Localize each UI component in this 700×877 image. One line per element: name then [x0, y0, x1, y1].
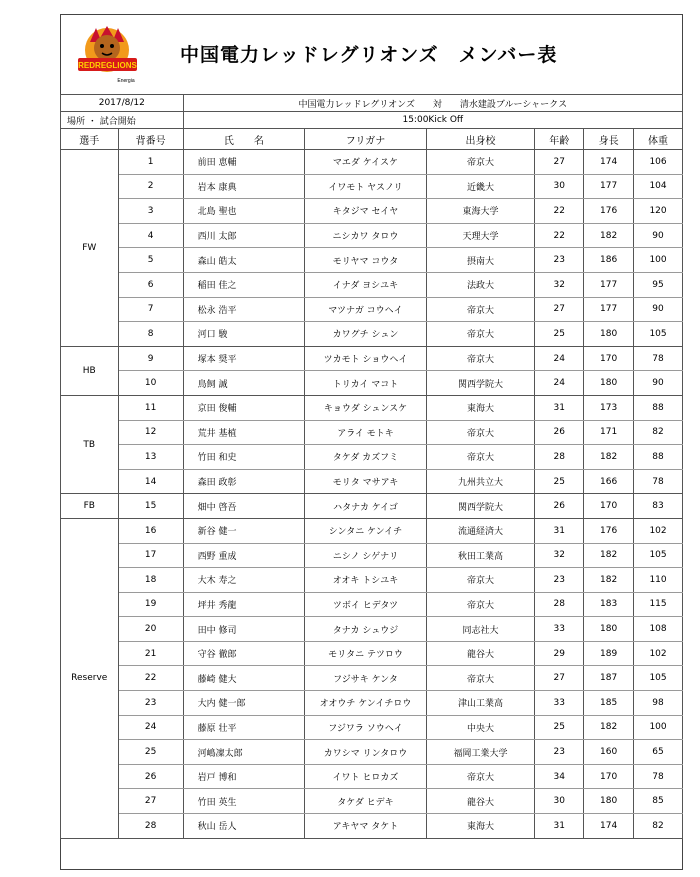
cell-name: 北島 聖也 [183, 199, 305, 224]
cell-school: 東海大学 [426, 199, 535, 224]
cell-weight: 105 [634, 543, 683, 568]
cell-age: 31 [535, 814, 584, 839]
venue-label: 場所 ・ 試合開始 [61, 112, 184, 129]
table-row [61, 666, 683, 691]
cell-furigana: シンタニ ケンイチ [305, 518, 427, 543]
cell-age: 22 [535, 199, 584, 224]
cell-school: 秋田工業高 [426, 543, 535, 568]
header-school: 出身校 [426, 129, 535, 150]
cell-age: 28 [535, 592, 584, 617]
cell-weight: 78 [634, 469, 683, 494]
cell-height: 183 [584, 592, 634, 617]
table-row [61, 445, 683, 470]
cell-weight: 82 [634, 420, 683, 445]
cell-age: 27 [535, 297, 584, 322]
table-row [61, 494, 683, 519]
cell-weight: 104 [634, 174, 683, 199]
cell-height: 170 [584, 346, 634, 371]
cell-furigana: モリタニ テツロウ [305, 641, 427, 666]
table-row [61, 617, 683, 642]
cell-height: 177 [584, 174, 634, 199]
cell-weight: 100 [634, 248, 683, 273]
cell-furigana: イナダ ヨシユキ [305, 272, 427, 297]
table-row [61, 518, 683, 543]
position-group-label: HB [61, 346, 119, 395]
cell-furigana: オオウチ ケンイチロウ [305, 691, 427, 716]
cell-furigana: キョウダ シュンスケ [305, 395, 427, 420]
cell-name: 竹田 和史 [183, 445, 305, 470]
match-date: 2017/8/12 [61, 95, 184, 112]
header-age: 年齢 [535, 129, 584, 150]
cell-name: 岩本 康典 [183, 174, 305, 199]
cell-school: 龍谷大 [426, 789, 535, 814]
table-row [61, 764, 683, 789]
position-group-label: FW [61, 150, 119, 347]
cell-furigana: カワシマ リンタロウ [305, 740, 427, 765]
cell-age: 30 [535, 789, 584, 814]
cell-height: 182 [584, 223, 634, 248]
cell-school: 摂南大 [426, 248, 535, 273]
cell-number: 15 [118, 494, 183, 519]
cell-height: 180 [584, 322, 634, 347]
cell-number: 22 [118, 666, 183, 691]
cell-number: 4 [118, 223, 183, 248]
cell-number: 2 [118, 174, 183, 199]
cell-height: 189 [584, 641, 634, 666]
cell-school: 法政大 [426, 272, 535, 297]
cell-weight: 78 [634, 764, 683, 789]
table-row [61, 371, 683, 396]
cell-number: 21 [118, 641, 183, 666]
match-teams: 中国電力レッドレグリオンズ 対 清水建設ブルーシャークス [183, 95, 682, 112]
logo-sponsor-wordmark: Energia [117, 78, 135, 84]
cell-height: 176 [584, 518, 634, 543]
cell-height: 174 [584, 814, 634, 839]
member-table [60, 94, 683, 839]
table-row [61, 715, 683, 740]
cell-weight: 95 [634, 272, 683, 297]
cell-school: 帝京大 [426, 445, 535, 470]
cell-weight: 83 [634, 494, 683, 519]
cell-furigana: タケダ カズフミ [305, 445, 427, 470]
cell-weight: 105 [634, 666, 683, 691]
table-row [61, 568, 683, 593]
cell-height: 170 [584, 494, 634, 519]
cell-furigana: イワモト ヤスノリ [305, 174, 427, 199]
cell-weight: 108 [634, 617, 683, 642]
cell-name: 大内 健一郎 [183, 691, 305, 716]
cell-school: 東海大 [426, 814, 535, 839]
cell-height: 182 [584, 568, 634, 593]
cell-number: 11 [118, 395, 183, 420]
cell-height: 182 [584, 715, 634, 740]
cell-height: 174 [584, 150, 634, 175]
cell-number: 26 [118, 764, 183, 789]
cell-furigana: ハタナカ ケイゴ [305, 494, 427, 519]
cell-age: 27 [535, 150, 584, 175]
cell-weight: 65 [634, 740, 683, 765]
cell-age: 34 [535, 764, 584, 789]
cell-age: 22 [535, 223, 584, 248]
cell-name: 大木 寿之 [183, 568, 305, 593]
cell-school: 東海大 [426, 395, 535, 420]
table-row [61, 248, 683, 273]
cell-name: 藤原 壮平 [183, 715, 305, 740]
cell-school: 帝京大 [426, 666, 535, 691]
cell-name: 松永 浩平 [183, 297, 305, 322]
table-row [61, 691, 683, 716]
cell-height: 173 [584, 395, 634, 420]
cell-number: 17 [118, 543, 183, 568]
cell-school: 龍谷大 [426, 641, 535, 666]
cell-height: 177 [584, 272, 634, 297]
cell-height: 176 [584, 199, 634, 224]
cell-name: 新谷 健一 [183, 518, 305, 543]
cell-furigana: タケダ ヒデキ [305, 789, 427, 814]
table-row [61, 420, 683, 445]
cell-number: 24 [118, 715, 183, 740]
cell-school: 帝京大 [426, 322, 535, 347]
logo-team-wordmark: REDREGLIONS [78, 61, 137, 70]
cell-name: 稲田 佳之 [183, 272, 305, 297]
cell-number: 20 [118, 617, 183, 642]
cell-school: 福岡工業大学 [426, 740, 535, 765]
cell-school: 帝京大 [426, 592, 535, 617]
header-furigana: フリガナ [305, 129, 427, 150]
cell-weight: 90 [634, 371, 683, 396]
table-row [61, 740, 683, 765]
table-row [61, 223, 683, 248]
cell-number: 7 [118, 297, 183, 322]
cell-name: 鳥飼 誠 [183, 371, 305, 396]
table-row [61, 199, 683, 224]
cell-weight: 120 [634, 199, 683, 224]
cell-age: 27 [535, 666, 584, 691]
cell-name: 河口 駿 [183, 322, 305, 347]
cell-number: 1 [118, 150, 183, 175]
position-group-label: FB [61, 494, 119, 519]
cell-age: 26 [535, 420, 584, 445]
cell-height: 186 [584, 248, 634, 273]
cell-height: 170 [584, 764, 634, 789]
cell-height: 185 [584, 691, 634, 716]
cell-name: 塚本 奨平 [183, 346, 305, 371]
cell-age: 23 [535, 740, 584, 765]
cell-furigana: トリカイ マコト [305, 371, 427, 396]
cell-height: 182 [584, 543, 634, 568]
cell-school: 帝京大 [426, 297, 535, 322]
cell-weight: 82 [634, 814, 683, 839]
cell-furigana: ツボイ ヒデタツ [305, 592, 427, 617]
cell-weight: 106 [634, 150, 683, 175]
cell-name: 京田 俊輔 [183, 395, 305, 420]
table-row [61, 322, 683, 347]
cell-school: 帝京大 [426, 568, 535, 593]
cell-name: 竹田 英生 [183, 789, 305, 814]
team-logo [70, 20, 145, 92]
cell-furigana: タナカ シュウジ [305, 617, 427, 642]
table-row [61, 543, 683, 568]
cell-number: 28 [118, 814, 183, 839]
cell-school: 中央大 [426, 715, 535, 740]
table-row [61, 346, 683, 371]
table-row [61, 272, 683, 297]
table-row [61, 469, 683, 494]
cell-age: 26 [535, 494, 584, 519]
cell-furigana: フジワラ ソウヘイ [305, 715, 427, 740]
cell-school: 帝京大 [426, 150, 535, 175]
header-height: 身長 [584, 129, 634, 150]
cell-height: 180 [584, 371, 634, 396]
position-group-label: TB [61, 395, 119, 493]
cell-furigana: ニシカワ タロウ [305, 223, 427, 248]
cell-age: 33 [535, 691, 584, 716]
cell-weight: 78 [634, 346, 683, 371]
cell-number: 27 [118, 789, 183, 814]
cell-name: 前田 恵輔 [183, 150, 305, 175]
cell-number: 6 [118, 272, 183, 297]
table-row [61, 150, 683, 175]
cell-height: 187 [584, 666, 634, 691]
cell-weight: 110 [634, 568, 683, 593]
cell-weight: 100 [634, 715, 683, 740]
cell-furigana: カワグチ シュン [305, 322, 427, 347]
cell-number: 10 [118, 371, 183, 396]
cell-name: 秋山 岳人 [183, 814, 305, 839]
cell-number: 16 [118, 518, 183, 543]
cell-furigana: モリヤマ コウタ [305, 248, 427, 273]
cell-age: 33 [535, 617, 584, 642]
cell-weight: 88 [634, 445, 683, 470]
cell-name: 森山 皓太 [183, 248, 305, 273]
page-title: 中国電力レッドレグリオンズ メンバー表 [180, 44, 558, 66]
table-row [61, 814, 683, 839]
cell-weight: 90 [634, 223, 683, 248]
cell-number: 13 [118, 445, 183, 470]
cell-weight: 98 [634, 691, 683, 716]
cell-furigana: アライ モトキ [305, 420, 427, 445]
cell-furigana: ニシノ シゲナリ [305, 543, 427, 568]
cell-number: 3 [118, 199, 183, 224]
logo-lion-head-icon [94, 35, 120, 61]
cell-furigana: イワト ヒロカズ [305, 764, 427, 789]
cell-name: 畑中 啓吾 [183, 494, 305, 519]
cell-weight: 90 [634, 297, 683, 322]
cell-height: 166 [584, 469, 634, 494]
cell-furigana: マツナガ コウヘイ [305, 297, 427, 322]
cell-number: 25 [118, 740, 183, 765]
cell-school: 帝京大 [426, 420, 535, 445]
cell-weight: 88 [634, 395, 683, 420]
cell-furigana: キタジマ セイヤ [305, 199, 427, 224]
cell-age: 25 [535, 322, 584, 347]
cell-age: 24 [535, 371, 584, 396]
cell-name: 田中 修司 [183, 617, 305, 642]
table-row [61, 395, 683, 420]
cell-height: 182 [584, 445, 634, 470]
header-number: 背番号 [118, 129, 183, 150]
cell-height: 180 [584, 789, 634, 814]
cell-school: 津山工業高 [426, 691, 535, 716]
cell-name: 守谷 徹郎 [183, 641, 305, 666]
cell-weight: 102 [634, 518, 683, 543]
table-row [61, 592, 683, 617]
cell-name: 西川 太郎 [183, 223, 305, 248]
cell-age: 24 [535, 346, 584, 371]
table-row [61, 641, 683, 666]
cell-school: 同志社大 [426, 617, 535, 642]
cell-age: 25 [535, 469, 584, 494]
cell-number: 5 [118, 248, 183, 273]
cell-name: 坪井 秀龍 [183, 592, 305, 617]
cell-school: 九州共立大 [426, 469, 535, 494]
cell-name: 荒井 基植 [183, 420, 305, 445]
cell-height: 160 [584, 740, 634, 765]
cell-number: 19 [118, 592, 183, 617]
table-row [61, 297, 683, 322]
cell-school: 天理大学 [426, 223, 535, 248]
table-header-row [61, 129, 683, 150]
cell-age: 32 [535, 543, 584, 568]
cell-name: 岩戸 博和 [183, 764, 305, 789]
position-group-label: Reserve [61, 518, 119, 838]
cell-height: 171 [584, 420, 634, 445]
cell-height: 177 [584, 297, 634, 322]
cell-furigana: モリタ マサアキ [305, 469, 427, 494]
kickoff-time: 15:00Kick Off [183, 112, 682, 129]
cell-age: 32 [535, 272, 584, 297]
header-name: 氏 名 [183, 129, 305, 150]
cell-name: 森田 政彰 [183, 469, 305, 494]
cell-furigana: オオキ トシユキ [305, 568, 427, 593]
cell-school: 近畿大 [426, 174, 535, 199]
cell-number: 14 [118, 469, 183, 494]
cell-school: 関西学院大 [426, 371, 535, 396]
cell-school: 帝京大 [426, 764, 535, 789]
cell-number: 12 [118, 420, 183, 445]
cell-age: 30 [535, 174, 584, 199]
cell-school: 帝京大 [426, 346, 535, 371]
cell-height: 180 [584, 617, 634, 642]
cell-furigana: フジサキ ケンタ [305, 666, 427, 691]
cell-name: 河嶋凜太郎 [183, 740, 305, 765]
header-position: 選手 [61, 129, 119, 150]
cell-age: 25 [535, 715, 584, 740]
cell-age: 31 [535, 395, 584, 420]
cell-weight: 85 [634, 789, 683, 814]
cell-age: 28 [535, 445, 584, 470]
cell-school: 流通経済大 [426, 518, 535, 543]
cell-school: 関西学院大 [426, 494, 535, 519]
cell-name: 西野 重成 [183, 543, 305, 568]
cell-number: 9 [118, 346, 183, 371]
cell-age: 23 [535, 248, 584, 273]
cell-furigana: ツカモト ショウヘイ [305, 346, 427, 371]
header-weight: 体重 [634, 129, 683, 150]
cell-name: 藤崎 健大 [183, 666, 305, 691]
cell-number: 18 [118, 568, 183, 593]
cell-furigana: マエダ ケイスケ [305, 150, 427, 175]
table-row [61, 789, 683, 814]
venue-row [61, 112, 683, 129]
cell-age: 29 [535, 641, 584, 666]
cell-weight: 105 [634, 322, 683, 347]
cell-furigana: アキヤマ タケト [305, 814, 427, 839]
cell-weight: 115 [634, 592, 683, 617]
cell-age: 23 [535, 568, 584, 593]
cell-number: 23 [118, 691, 183, 716]
cell-weight: 102 [634, 641, 683, 666]
cell-age: 31 [535, 518, 584, 543]
table-row [61, 174, 683, 199]
match-date-row [61, 95, 683, 112]
cell-number: 8 [118, 322, 183, 347]
